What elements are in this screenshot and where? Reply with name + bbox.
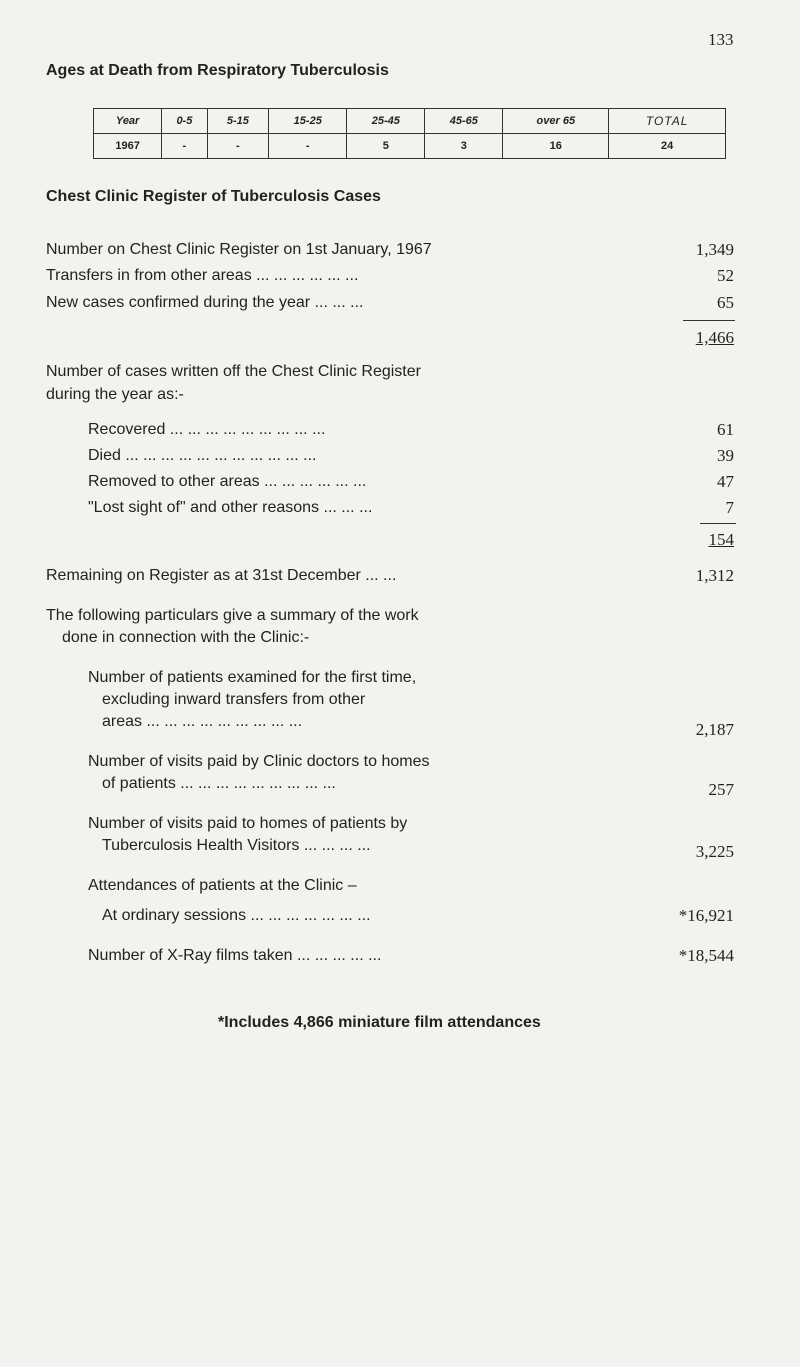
register-line-value: 52 xyxy=(717,266,734,285)
written-off-label: "Lost sight of" and other reasons ... ... ... xyxy=(88,499,373,516)
register-line-label: Number on Chest Clinic Register on 1st January, 1967 xyxy=(46,241,432,258)
xray-value: *18,544 xyxy=(678,946,734,965)
doctor-visits-value: 257 xyxy=(708,780,734,799)
subtotal-value: 154 xyxy=(708,530,734,549)
hv-visits-text: Tuberculosis Health Visitors ... ... ... ... xyxy=(102,837,371,854)
written-off-label: Died ... ... ... ... ... ... ... ... ... ... ... xyxy=(88,447,317,464)
register-heading: Chest Clinic Register of Tuberculosis Cases xyxy=(46,188,381,205)
cell-total: 24 xyxy=(609,134,726,159)
remaining-value: 1,312 xyxy=(695,566,734,585)
subtotal-rule xyxy=(700,523,736,524)
cell-25-45: 5 xyxy=(347,134,425,159)
written-off-value: 47 xyxy=(717,472,734,491)
doctor-visits-text: of patients ... ... ... ... ... ... ... ... ... xyxy=(102,775,336,792)
cell-45-65: 3 xyxy=(425,134,503,159)
summary-intro: The following particulars give a summary of the work xyxy=(46,607,419,624)
written-off-label: Removed to other areas ... ... ... ... ... ... xyxy=(88,473,367,490)
footnote: *Includes 4,866 miniature film attendances xyxy=(218,1014,541,1031)
patients-examined-value: 2,187 xyxy=(695,720,734,739)
written-off-intro: Number of cases written off the Chest Clinic Register xyxy=(46,363,421,380)
register-line-value: 65 xyxy=(717,293,734,312)
xray-label: Number of X-Ray films taken ... ... ... ... ... xyxy=(88,947,382,964)
patients-examined-text: areas ... ... ... ... ... ... ... ... ... xyxy=(102,713,303,730)
subtotal-value: 1,466 xyxy=(695,328,734,347)
header-45-65: 45-65 xyxy=(425,109,503,134)
written-off-value: 39 xyxy=(717,446,734,465)
patients-examined-text: excluding inward transfers from other xyxy=(102,691,366,708)
header-15-25: 15-25 xyxy=(269,109,347,134)
written-off-value: 61 xyxy=(717,420,734,439)
summary-intro: done in connection with the Clinic:- xyxy=(62,629,310,646)
cell-over-65: 16 xyxy=(503,134,609,159)
written-off-label: Recovered ... ... ... ... ... ... ... ... ... xyxy=(88,421,326,438)
cell-5-15: - xyxy=(207,134,269,159)
written-off-value: 7 xyxy=(725,498,734,517)
ages-at-death-table xyxy=(93,108,726,159)
table-header-row xyxy=(94,109,726,134)
attendances-label: At ordinary sessions ... ... ... ... ... ... ... xyxy=(102,907,371,924)
hv-visits-value: 3,225 xyxy=(695,842,734,861)
doctor-visits-text: Number of visits paid by Clinic doctors to homes xyxy=(88,753,430,770)
page-number: 133 xyxy=(708,30,734,49)
header-5-15: 5-15 xyxy=(207,109,269,134)
hv-visits-text: Number of visits paid to homes of patients by xyxy=(88,815,408,832)
remaining-label: Remaining on Register as at 31st December ... ... xyxy=(46,567,397,584)
header-25-45: 25-45 xyxy=(347,109,425,134)
register-line-label: Transfers in from other areas ... ... ... ... ... ... xyxy=(46,267,359,284)
header-over-65: over 65 xyxy=(503,109,609,134)
subtotal-rule xyxy=(683,320,735,321)
attendances-value: *16,921 xyxy=(678,906,734,925)
patients-examined-text: Number of patients examined for the first time, xyxy=(88,669,417,686)
cell-15-25: - xyxy=(269,134,347,159)
cell-year: 1967 xyxy=(94,134,162,159)
written-off-intro: during the year as:- xyxy=(46,386,184,403)
table-row xyxy=(94,134,726,159)
attendances-heading: Attendances of patients at the Clinic – xyxy=(88,877,357,894)
register-line-value: 1,349 xyxy=(695,240,734,259)
cell-0-5: - xyxy=(162,134,207,159)
header-total: TOTAL xyxy=(609,109,726,134)
header-0-5: 0-5 xyxy=(162,109,207,134)
register-line-label: New cases confirmed during the year ... ... ... xyxy=(46,294,364,311)
ages-heading: Ages at Death from Respiratory Tuberculosis xyxy=(46,62,389,79)
header-year: Year xyxy=(94,109,162,134)
